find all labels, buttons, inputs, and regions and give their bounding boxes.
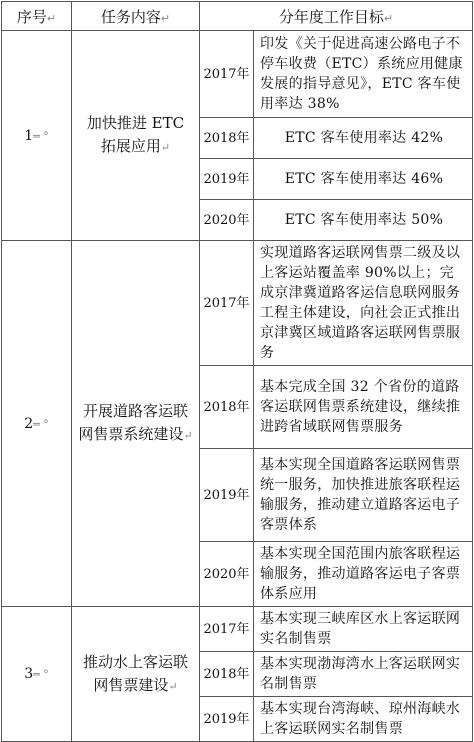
- header-goals: 分年度工作目标↵: [200, 2, 473, 31]
- year-cell: 2017年: [200, 607, 254, 652]
- goal-cell: 实现道路客运联网售票二级及以上客运站覆盖率 90%以上；完成京津冀道路客运信息联网服务工程主体建设，向社会正式推出京津冀区域道路客运联网售票服务: [254, 241, 473, 366]
- year-cell: 2017年: [200, 241, 254, 366]
- task-cell: 开展道路客运联网售票系统建设↵: [72, 241, 200, 607]
- goal-cell: 基本实现全国范围内旅客联程运输服务，推动道路客运电子客票体系应用: [254, 542, 473, 607]
- goal-cell: 基本实现全国道路客运联网售票统一服务，加快推进旅客联程运输服务，推动建立道路客运电子客票体系: [254, 449, 473, 542]
- goal-cell: 基本完成全国 32 个省份的道路客运联网售票系统建设，继续推进跨省域联网售票服务: [254, 366, 473, 449]
- goal-cell: 基本实现台湾海峡、琼州海峡水上客运联网实名制售票: [254, 697, 473, 742]
- year-cell: 2019年: [200, 159, 254, 200]
- header-seq: 序号↵: [2, 2, 72, 31]
- seq-cell: 3═ °: [2, 607, 72, 742]
- goal-cell: 印发《关于促进高速公路电子不停车收费（ETC）系统应用健康发展的指导意见》，ETC 客车使用率达 38%: [254, 31, 473, 118]
- seq-cell: 1═ °: [2, 31, 72, 241]
- year-cell: 2018年: [200, 652, 254, 697]
- year-cell: 2019年: [200, 449, 254, 542]
- goal-cell: ETC 客车使用率达 42%: [254, 118, 473, 159]
- year-cell: 2019年: [200, 697, 254, 742]
- year-cell: 2018年: [200, 118, 254, 159]
- year-cell: 2018年: [200, 366, 254, 449]
- task-cell: 推动水上客运联网售票建设↵: [72, 607, 200, 742]
- year-cell: 2020年: [200, 200, 254, 241]
- goal-cell: 基本实现三峡库区水上客运联网实名制售票: [254, 607, 473, 652]
- seq-cell: 2═ °: [2, 241, 72, 607]
- task-cell: 加快推进 ETC 拓展应用↵: [72, 31, 200, 241]
- year-cell: 2020年: [200, 542, 254, 607]
- year-cell: 2017年: [200, 31, 254, 118]
- goal-cell: ETC 客车使用率达 46%: [254, 159, 473, 200]
- table-row: [2, 607, 473, 652]
- task-table: [1, 1, 473, 742]
- table-row: [2, 241, 473, 366]
- goal-cell: 基本实现渤海湾水上客运联网实名制售票: [254, 652, 473, 697]
- table-row: [2, 31, 473, 118]
- header-row: [2, 2, 473, 31]
- header-task: 任务内容↵: [72, 2, 200, 31]
- goal-cell: ETC 客车使用率达 50%: [254, 200, 473, 241]
